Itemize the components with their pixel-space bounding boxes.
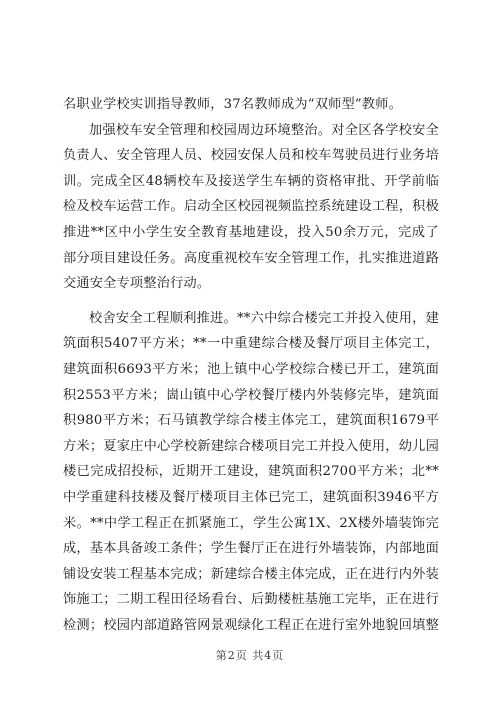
text-line: 筑面积5407平方米；**一中重建综合楼及餐厅项目主体完工， <box>63 336 439 352</box>
paragraph-2 <box>63 118 439 297</box>
document-body <box>63 92 439 638</box>
text-line: 铺设安装工程基本完成；新建综合楼主体完成，正在进行内外装 <box>63 566 439 582</box>
text-line: 方米；夏家庄中心学校新建综合楼项目完工并投入使用，幼儿园 <box>63 438 439 454</box>
text-line: 负责人、安全管理人员、校园安保人员和校车驾驶员进行业务培 <box>63 148 439 164</box>
text-line: 部分项目建设任务。高度重视校车安全管理工作，扎实推进道路 <box>63 250 439 266</box>
text-line: 交通安全专项整治行动。 <box>63 276 211 292</box>
text-line: 推进**区中小学生安全教育基地建设，投入50余万元，完成了 <box>63 224 439 240</box>
text-line: 饰施工；二期工程田径场看台、后勤楼桩基施工完毕，正在进行 <box>63 592 439 608</box>
paragraph-3 <box>63 306 439 639</box>
paragraph-1 <box>63 92 439 118</box>
text-line: 训。完成全区48辆校车及接送学生车辆的资格审批、开学前临 <box>63 173 439 189</box>
text-line: 校舍安全工程顺利推进。**六中综合楼完工并投入使用，建 <box>89 310 439 326</box>
text-line: 成，基本具备竣工条件；学生餐厅正在进行外墙装饰，内部地面 <box>63 541 439 557</box>
text-line: 检测；校园内部道路管网景观绿化工程正在进行室外地貌回填整 <box>63 617 439 633</box>
text-line: 楼已完成招投标，近期开工建设，建筑面积2700平方米；北** <box>63 464 439 480</box>
text-line: 积2553平方米；崮山镇中心学校餐厅楼内外装修完毕，建筑面 <box>63 387 439 403</box>
text-line: 检及校车运营工作。启动全区校园视频监控系统建设工程，积极 <box>63 199 439 215</box>
text-line: 积980平方米；石马镇教学综合楼主体完工，建筑面积1679平 <box>63 413 439 429</box>
text-line: 米。**中学工程正在抓紧施工，学生公寓1X、2X楼外墙装饰完 <box>63 515 439 531</box>
page-footer: 第2页 共4页 <box>215 649 285 662</box>
text-line: 中学重建科技楼及餐厅楼项目主体已完工，建筑面积3946平方 <box>63 489 439 505</box>
text-line: 名职业学校实训指导教师，37名教师成为“双师型”教师。 <box>63 97 402 112</box>
text-line: 建筑面积6693平方米；池上镇中心学校综合楼已开工，建筑面 <box>63 361 439 377</box>
text-line: 加强校车安全管理和校园周边环境整治。对全区各学校安全 <box>89 122 439 138</box>
